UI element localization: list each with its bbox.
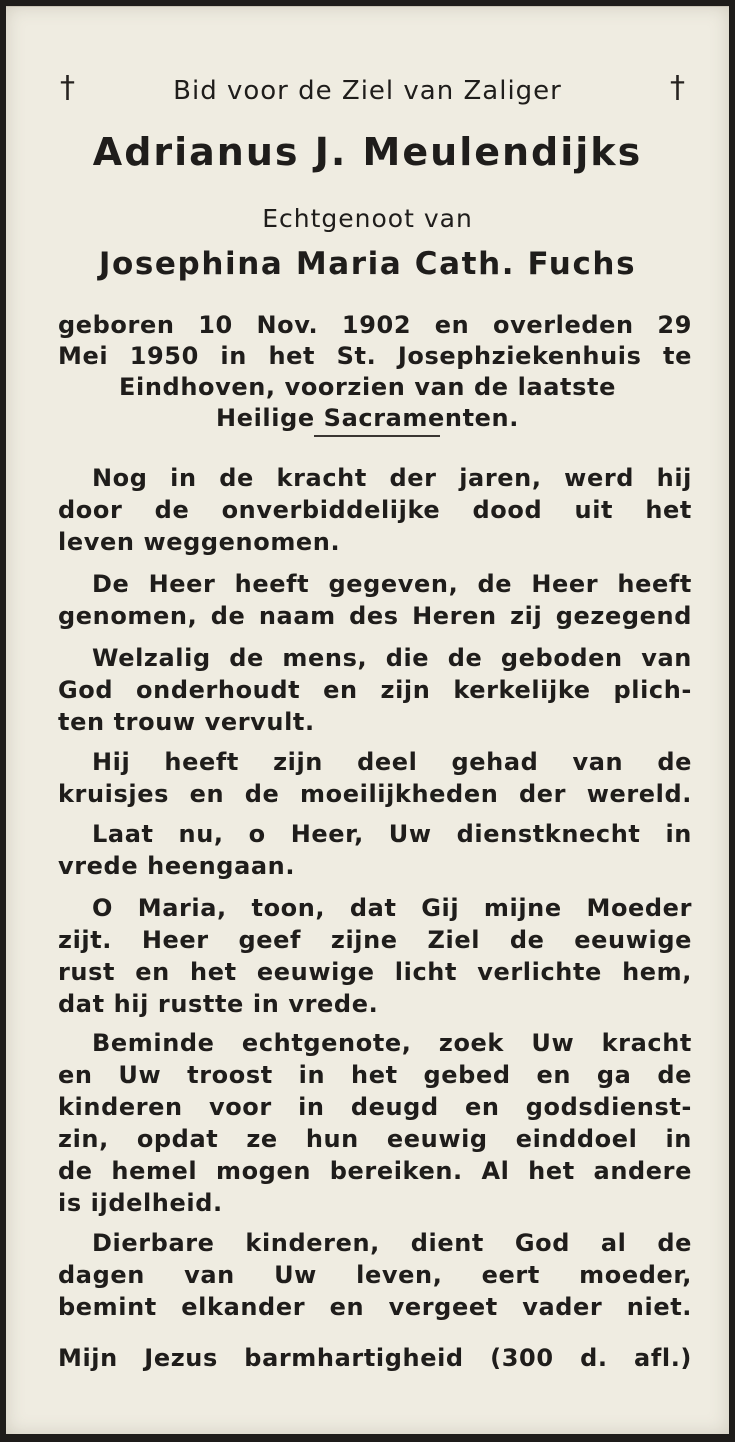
text-line: God onderhoudt en zijn kerkelijke plich-	[58, 676, 692, 704]
prayer-heading: Bid voor de Ziel van Zaliger	[173, 76, 562, 106]
cross-right-icon: †	[670, 70, 685, 105]
bio-line: Mei 1950 in het St. Josephziekenhuis te	[58, 342, 692, 370]
memorial-card	[6, 6, 729, 1434]
text-line: kinderen voor in deugd en godsdienst-	[58, 1093, 692, 1121]
indulgence-prayer: Mijn Jezus barmhartigheid (300 d. afl.)	[58, 1344, 692, 1372]
text-line: vrede heengaan.	[58, 852, 296, 880]
text-line: Welzalig de mens, die de geboden van	[92, 644, 692, 672]
deceased-name: Adrianus J. Meulendijks	[92, 130, 643, 174]
text-line: dat hij rustte in vrede.	[58, 990, 379, 1018]
text-line: O Maria, toon, dat Gij mijne Moeder	[92, 894, 692, 922]
bio-line: Heilige Sacramenten.	[216, 404, 519, 432]
spouse-name: Josephina Maria Cath. Fuchs	[98, 246, 637, 282]
text-line: zijt. Heer geef zijne Ziel de eeuwige	[58, 926, 692, 954]
text-line: Hij heeft zijn deel gehad van de	[92, 748, 692, 776]
text-line: de hemel mogen bereiken. Al het andere	[58, 1157, 692, 1185]
text-line: en Uw troost in het gebed en ga de	[58, 1061, 692, 1089]
text-line: door de onverbiddelijke dood uit het	[58, 496, 692, 524]
bio-line: Eindhoven, voorzien van de laatste	[119, 373, 616, 401]
spouse-label: Echtgenoot van	[262, 204, 473, 233]
text-line: ten trouw vervult.	[58, 708, 315, 736]
text-line: bemint elkander en vergeet vader niet.	[58, 1293, 692, 1321]
text-line: dagen van Uw leven, eert moeder,	[58, 1261, 692, 1289]
bio-line: geboren 10 Nov. 1902 en overleden 29	[58, 311, 692, 339]
text-line: genomen, de naam des Heren zij gezegend	[58, 602, 692, 630]
text-line: De Heer heeft gegeven, de Heer heeft	[92, 570, 692, 598]
text-line: is ijdelheid.	[58, 1189, 223, 1217]
text-line: zin, opdat ze hun eeuwig einddoel in	[58, 1125, 692, 1153]
text-line: Beminde echtgenote, zoek Uw kracht	[92, 1029, 692, 1057]
text-line: leven weggenomen.	[58, 528, 341, 556]
cross-left-icon: †	[60, 70, 75, 105]
text-line: Dierbare kinderen, dient God al de	[92, 1229, 692, 1257]
text-line: rust en het eeuwige licht verlichte hem,	[58, 958, 692, 986]
text-line: Nog in de kracht der jaren, werd hij	[92, 464, 692, 492]
text-line: Laat nu, o Heer, Uw dienstknecht in	[92, 820, 692, 848]
text-line: kruisjes en de moeilijkheden der wereld.	[58, 780, 692, 808]
divider-rule	[314, 435, 440, 437]
